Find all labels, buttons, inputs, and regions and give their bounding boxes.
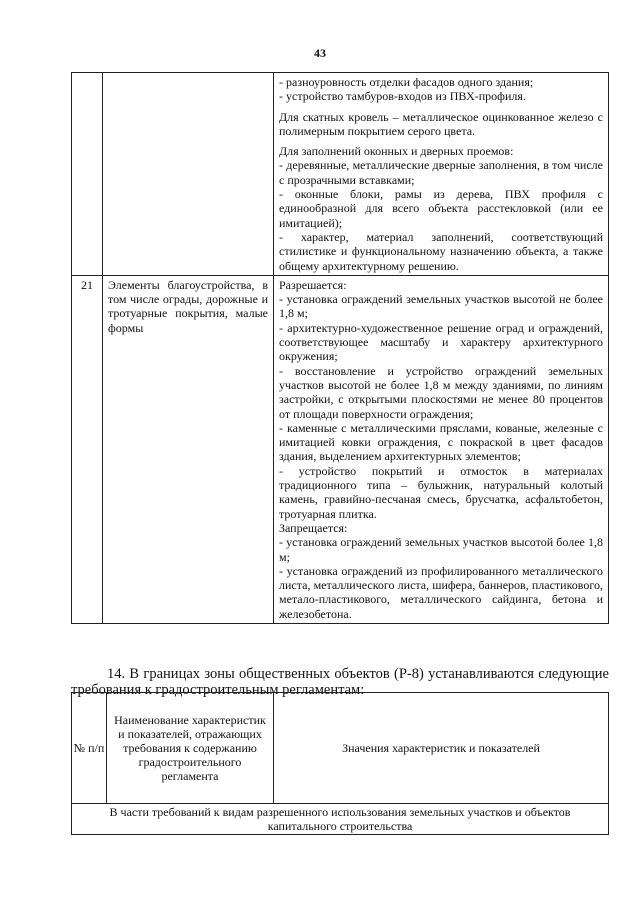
row-name-cell <box>103 73 274 276</box>
table-header-row <box>72 693 609 804</box>
list-item: - архитектурно-художественное решение оград и ограждений, соответствующее масштабу и характеру архитектурного окружения; <box>279 320 603 364</box>
list-item: - деревянные, металлические дверные заполнения, в том числе с прозрачными вставками; <box>279 158 603 187</box>
list-item: - установка ограждений земельных участков высотой не более 1,8 м; <box>279 292 603 321</box>
column-header-values: Значения характеристик и показателей <box>274 693 609 804</box>
paragraph: Для скатных кровель – металлическое оцинкованное железо с полимерным покрытием серого цвета. <box>279 109 603 138</box>
table-row <box>72 275 609 623</box>
list-item: - восстановление и устройство ограждений земельных участков высотой не более 1,8 м между зданиями, по линиям застройки, с открытыми плоскостями не менее 80 процентов от площади поверхности ограждения; <box>279 363 603 421</box>
table-row <box>72 804 609 835</box>
row-number-cell: 21 <box>72 275 103 623</box>
section-label: Запрещается: <box>279 520 348 535</box>
list-item: - разноуровность отделки фасадов одного здания; <box>279 75 534 89</box>
list-item: - каменные с металлическими пряслами, кованые, железные с имитацией ковки ограждения, с покраской в цвет фасадов здания, выделением архитектурных элементов; <box>279 420 603 464</box>
row-number-cell <box>72 73 103 276</box>
paragraph: Для заполнений оконных и дверных проемов: <box>279 144 514 159</box>
list-item: - установка ограждений из профилированного металлического листа, металлического листа, шифера, баннеров, пластикового, метало-пластикового, металлического сайдинга, бетона и железобетона. <box>279 563 603 621</box>
list-item: - устройство покрытий и отмосток в материалах традиционного типа – булыжник, натуральный колотый камень, гравийно-песчаная смесь, брусчатка, асфальтобетон, тротуарная плитка. <box>279 463 603 521</box>
section-heading: 14. В границах зоны общественных объектов (Р-8) устанавливаются следующие требования к градостроительным регламентам: <box>71 665 609 698</box>
regulations-table <box>71 692 609 835</box>
row-value-cell <box>274 73 609 276</box>
row-name-cell: Элементы благоустройства, в том числе ограды, дорожные и тротуарные покрытия, малые формы <box>103 275 274 623</box>
table-row <box>72 73 609 276</box>
list-item: - характер, материал заполнений, соответствующий стилистике и функциональному назначению объекта, а также общему архитектурному решению. <box>279 229 603 273</box>
column-header-number: № п/п <box>72 693 107 804</box>
list-item: - устройство тамбуров-входов из ПВХ-профиля. <box>279 89 526 104</box>
requirements-table-continued <box>71 72 609 624</box>
list-item: - установка ограждений земельных участков высотой более 1,8 м; <box>279 535 603 564</box>
section-label: Разрешается: <box>279 277 347 292</box>
row-value-cell <box>274 275 609 623</box>
page-number: 43 <box>314 46 326 60</box>
column-header-name: Наименование характеристик и показателей, отражающих требования к содержанию градостроительного регламента <box>107 693 274 804</box>
list-item: - оконные блоки, рамы из дерева, ПВХ профиля с единообразной для всего объекта расстекловкой (или ее имитацией); <box>279 187 603 230</box>
table-subheader: В части требований к видам разрешенного использования земельных участков и объектов капитального строительства <box>72 804 609 835</box>
